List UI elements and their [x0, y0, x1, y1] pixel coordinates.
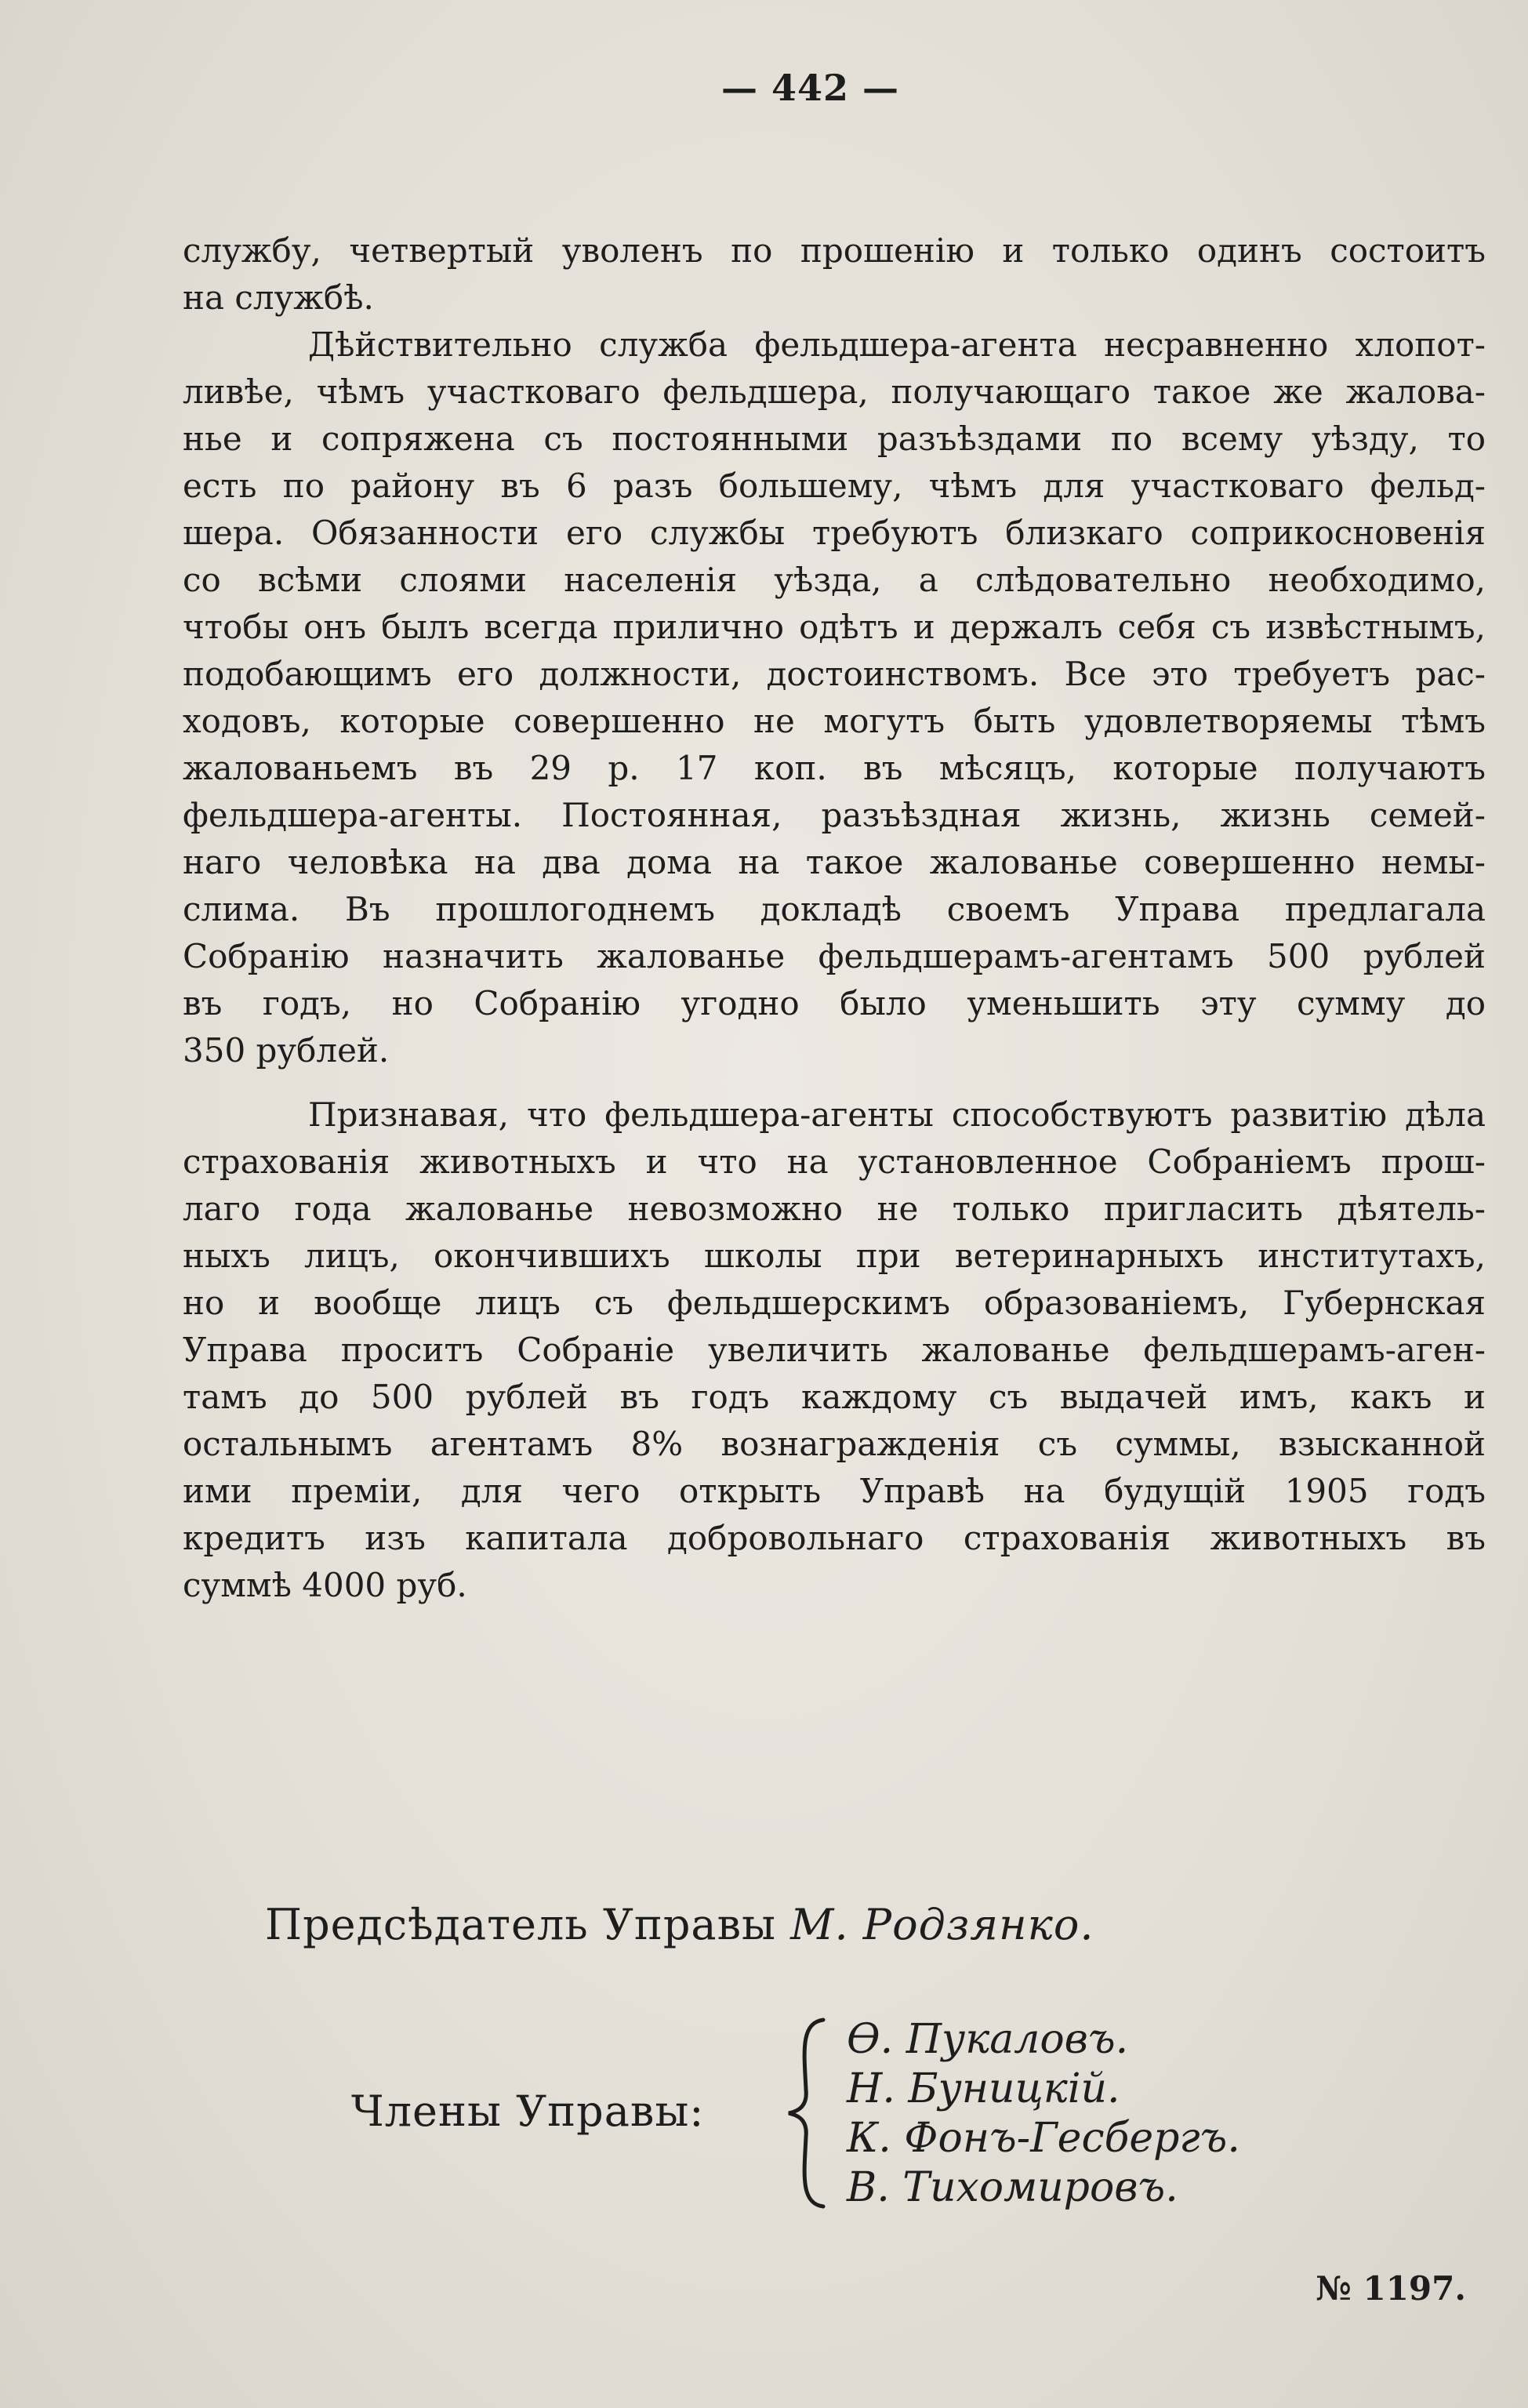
text-line: тамъ до 500 рублей въ годъ каждому съ выдачей имъ, какъ и: [183, 1378, 1486, 1416]
text-line: ходовъ, которые совершенно не могутъ быть удовлетворяемы тѣмъ: [183, 702, 1486, 740]
member-name: К. Фонъ-Гесбергъ.: [847, 2115, 1240, 2162]
text-line: кредитъ изъ капитала добровольнаго страхованія животныхъ въ: [183, 1519, 1486, 1557]
text-line: суммѣ 4000 руб.: [183, 1566, 467, 1604]
text-line: наго человѣка на два дома на такое жалованье совершенно немы-: [183, 843, 1486, 881]
body-text: [183, 227, 1486, 1609]
text-line: Собранію назначить жалованье фельдшерамъ-агентамъ 500 рублей: [183, 937, 1486, 975]
member-name: В. Тихомировъ.: [847, 2164, 1178, 2211]
text-line: страхованія животныхъ и что на установленное Собраніемъ прош-: [183, 1142, 1486, 1181]
text-line: ливѣе, чѣмъ участковаго фельдшера, получающаго такое же жалова-: [183, 372, 1486, 411]
text-line: нье и сопряжена съ постоянными разъѣздами по всему уѣзду, то: [183, 419, 1486, 458]
member-name: Ѳ. Пукаловъ.: [847, 2016, 1129, 2063]
text-line: Признавая, что фельдшера-агенты способствуютъ развитію дѣла: [308, 1095, 1486, 1134]
text-line: жалованьемъ въ 29 р. 17 коп. въ мѣсяцъ, которые получаютъ: [183, 749, 1486, 787]
text-line: на службѣ.: [183, 278, 374, 317]
text-line: шера. Обязанности его службы требуютъ близкаго соприкосновенія: [183, 514, 1486, 552]
page-number: — 442 —: [721, 67, 900, 109]
chairman-title: Предсѣдатель Управы: [265, 1900, 776, 1949]
text-line: остальнымъ агентамъ 8% вознагражденія съ суммы, взысканной: [183, 1425, 1486, 1463]
text-line: фельдшера-агенты. Постоянная, разъѣздная жизнь, жизнь семей-: [183, 796, 1486, 834]
text-line: со всѣми слоями населенія уѣзда, а слѣдовательно необходимо,: [183, 561, 1486, 599]
text-line: есть по району въ 6 разъ большему, чѣмъ для участковаго фельд-: [183, 467, 1486, 505]
text-line: Управа проситъ Собраніе увеличить жалованье фельдшерамъ-аген-: [183, 1331, 1486, 1369]
chairman-signature: [265, 1898, 1284, 1952]
text-line: ныхъ лицъ, окончившихъ школы при ветеринарныхъ институтахъ,: [183, 1237, 1486, 1275]
curly-brace-icon: [776, 2015, 839, 2211]
text-line: лаго года жалованье невозможно не только пригласить дѣятель-: [183, 1189, 1486, 1228]
text-line: ими преміи, для чего открыть Управѣ на будущій 1905 годъ: [183, 1472, 1486, 1510]
text-line: 350 рублей.: [183, 1031, 390, 1070]
members-label: Члены Управы:: [351, 2087, 705, 2136]
member-name: Н. Буницкій.: [847, 2065, 1120, 2112]
text-line: но и вообще лицъ съ фельдшерскимъ образованіемъ, Губернская: [183, 1284, 1486, 1322]
chairman-name: М. Родзянко.: [790, 1900, 1094, 1949]
text-line: чтобы онъ былъ всегда прилично одѣтъ и держалъ себя съ извѣстнымъ,: [183, 608, 1486, 646]
document-number: № 1197.: [1316, 2269, 1466, 2308]
members-list: [847, 2015, 1443, 2213]
text-line: службу, четвертый уволенъ по прошенію и только одинъ состоитъ: [183, 231, 1486, 270]
text-line: Дѣйствительно служба фельдшера-агента несравненно хлопот-: [308, 325, 1486, 364]
text-line: слима. Въ прошлогоднемъ докладѣ своемъ Управа предлагала: [183, 890, 1486, 928]
text-line: въ годъ, но Собранію угодно было уменьшить эту сумму до: [183, 984, 1486, 1022]
text-line: подобающимъ его должности, достоинствомъ. Все это требуетъ рас-: [183, 655, 1486, 693]
